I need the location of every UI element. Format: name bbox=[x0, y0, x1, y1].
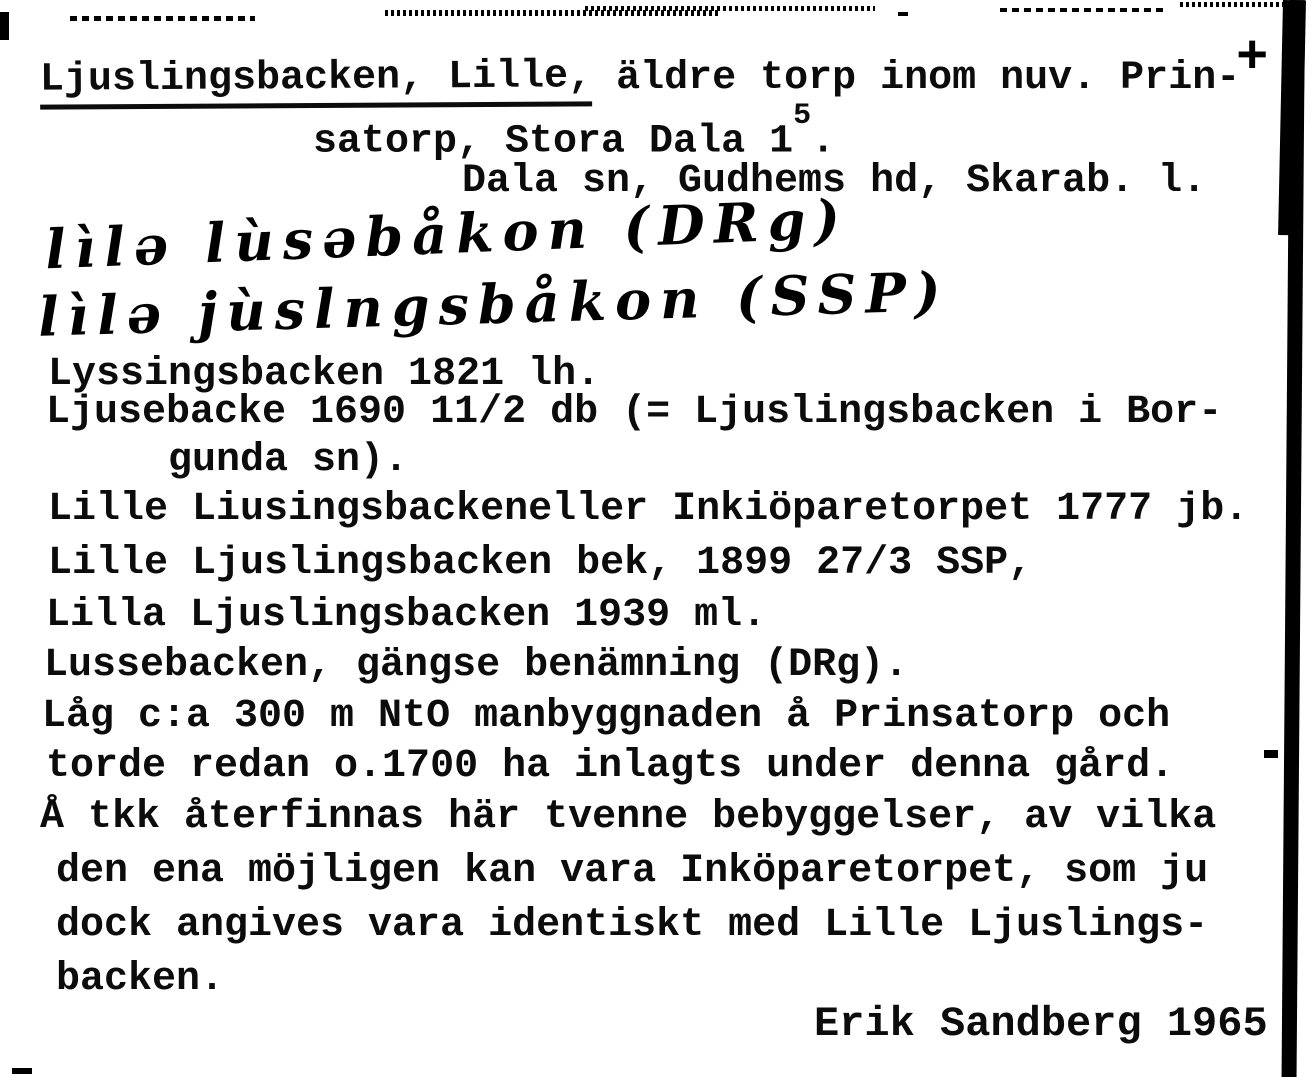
record-line: backen. bbox=[56, 957, 225, 1002]
record-line: Låg c:a 300 m NtO manbyggnaden å Prinsatorp och bbox=[42, 694, 1171, 739]
record-line: Lille Ljuslingsbacken bek, 1899 27/3 SSP, bbox=[48, 541, 1033, 586]
district-line: Dala sn, Gudhems hd, Skarab. l. bbox=[462, 159, 1207, 204]
estate-period: . bbox=[811, 119, 836, 165]
scan-mark-right bbox=[1264, 750, 1278, 758]
handwritten-phonetic-1: lìlə lùsəbåkon (DRg) bbox=[44, 186, 850, 282]
registration-plus-mark: + bbox=[1236, 28, 1269, 89]
headword-description: äldre torp inom nuv. Prin- bbox=[592, 56, 1241, 101]
scan-mark-bottom-left bbox=[12, 1068, 32, 1074]
scan-noise-dot bbox=[898, 12, 908, 16]
record-line: torde redan o.1700 ha inlagts under denna gård. bbox=[46, 744, 1175, 789]
record-line: Lille Liusingsbackeneller Inkiöparetorpet 1777 jb. bbox=[48, 487, 1249, 532]
scan-noise-strip bbox=[585, 6, 875, 11]
record-line: Lilla Ljuslingsbacken 1939 ml. bbox=[46, 593, 767, 638]
estate-text: satorp, Stora Dala 1 bbox=[313, 119, 794, 165]
record-line: den ena möjligen kan vara Inköparetorpet, som ju bbox=[56, 849, 1209, 894]
headword: Ljuslingsbacken, Lille, bbox=[40, 55, 592, 109]
estate-line bbox=[313, 99, 836, 165]
record-line: Ljusebacke 1690 11/2 db (= Ljuslingsbacken i Bor- bbox=[46, 390, 1223, 435]
handwritten-phonetic-2: lìlə jùslngsbåkon (SSP) bbox=[37, 259, 951, 349]
estate-superscript: 5 bbox=[793, 99, 812, 133]
record-line-continuation: gunda sn). bbox=[168, 438, 409, 483]
record-line: Lyssingsbacken 1821 lh. bbox=[48, 352, 601, 397]
headword-line bbox=[39, 54, 1241, 108]
scan-noise-strip bbox=[1000, 8, 1165, 12]
record-line: Lussebacken, gängse benämning (DRg). bbox=[44, 643, 909, 688]
signature: Erik Sandberg 1965 bbox=[814, 1000, 1268, 1048]
record-line: dock angives vara identiskt med Lille Ljuslings- bbox=[56, 903, 1209, 948]
scan-mark-top-left bbox=[0, 12, 9, 40]
scan-edge-bar-top bbox=[1278, 0, 1306, 235]
record-line: Å tkk återfinnas här tvenne bebyggelser, av vilka bbox=[40, 795, 1217, 840]
scan-noise-strip bbox=[70, 16, 255, 21]
